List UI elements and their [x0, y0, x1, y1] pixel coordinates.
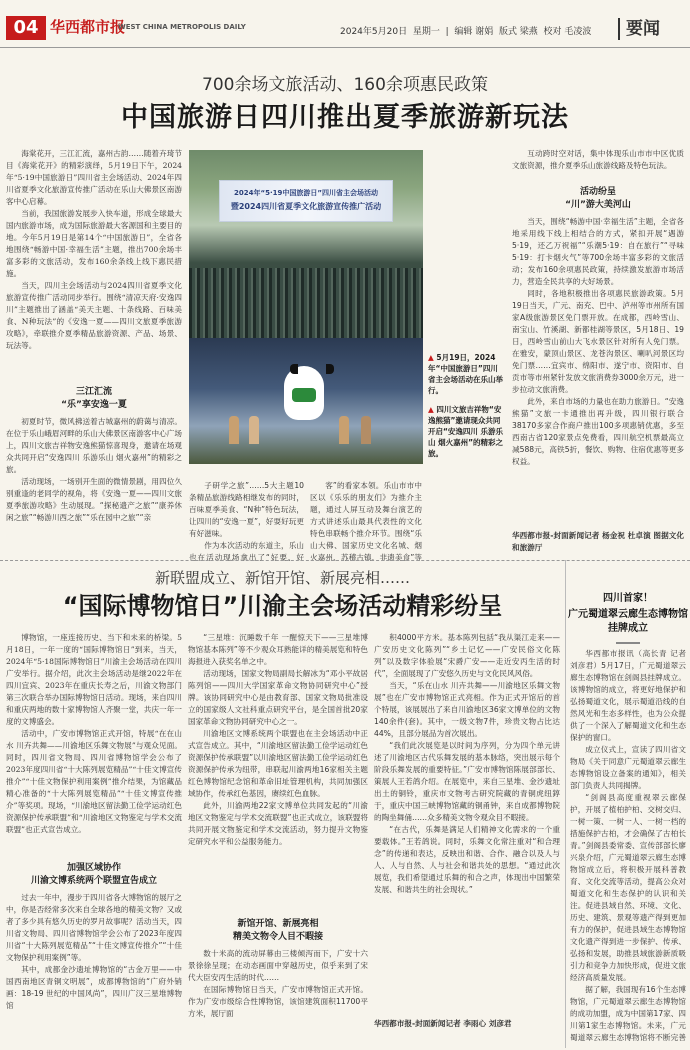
editor-credit: 编辑 谢娟: [454, 27, 494, 37]
column-rule: [565, 560, 566, 1048]
subhead-line2: 川渝文博系统两个联盟宣告成立: [30, 876, 157, 886]
paragraph: “在古代，乐舞是满足人们精神文化需求的一个重要载体。”王若鸽说。同时，乐舞文化常注重对“和合理念”的传递和表达，反映出和谐、合作、融合以及人与人、人与自然、人与社会和谐共处的思想。“通过此次展览，我们希望通过乐舞的和合之声，体现出中国繁荣发展、和谐共生的社会现状。”: [374, 825, 560, 894]
subhead-line1: 新馆开馆、新展亮相: [237, 919, 319, 929]
paragraph: 川渝地区文博系统两个联盟也在主会场活动中正式宣告成立。其中，“川渝地区留法勤工俭学运动红色资源保护传承联盟”以川渝地区留法勤工俭学运动红色资源保护传承为纽带，串联起川渝两地16家相关主题红色博物馆纪念馆和革命旧址管理机构，共同加强区域协作，传承红色基因，赓续红色血脉。: [188, 729, 368, 798]
performer: [249, 416, 259, 444]
paragraph: 海棠花开，三江汇流，嘉州古韵……随着卉琦节目《海棠花开》的精彩演绎，5月19日下午，2024年“5·19中国旅游日”四川省主会场活动、2024年四川省夏季文化旅游宣传推广活动在乐山大佛景区南游客中心启幕。: [6, 149, 182, 206]
ceremony-photo: [189, 150, 423, 338]
paragraph: 当天，“乐在山水 川卉共舞——川渝地区乐舞文物展”也在广安市博物馆正式亮相。作为正式开馆后的首个特展，该展展出了来自川渝地区36家文博单位的文物140余件(套)。其中，一级文物7件，珍贵文物占比达44%，且部分展品为首次展出。: [374, 681, 560, 738]
performer: [361, 416, 371, 444]
subhead-xinguan: [188, 918, 368, 944]
performer: [229, 416, 239, 444]
paragraph: 客”的看家本领。乐山市市中区以《乐乐的朋友们》为推介主题，通过人屏互动及舞台演艺的方式讲述乐山最具代表性的文化特色串联畅个推介环节。围绕“乐山大佛、国家历史文化名城、烟火嘉州、苏稽古镇、非遗美食”等: [310, 481, 422, 562]
paragraph: 华西都市报讯（高长青 记者 刘彦君）5月17日，广元蜀道翠云廊生态博物馆在剑阁县挂牌成立。该博物馆的成立，将更好地保护和弘扬蜀道文化，展示蜀道沿线的自然风光和生态多样性，也为公众提供了一个深入了解蜀道文化和生态保护的窗口。: [570, 649, 686, 742]
paragraph: 在国际博物馆日当天，广安市博物馆正式开馆。作为广安市级综合性博物馆，该馆建筑面积11700平方米，展厅面: [188, 985, 368, 1018]
subhead-line1: 活动纷呈: [579, 187, 616, 197]
performer: [339, 416, 349, 444]
subhead-jiaqiang: [6, 862, 182, 888]
story1-col4b: [512, 216, 684, 530]
paragraph: 初夏时节，微风拂送着古城嘉州的蔚蔼与清凉。在位于乐山峨眉河畔的乐山大佛景区南游客中心广场上，四川文旅吉祥物安逸熊猫惊喜现身，邀请在场观众共同开启“安逸四川 乐游乐山 烟火嘉州”的精彩之旅。: [6, 417, 182, 474]
paragraph: “三星堆：沉睡数千年 一醒惊天下——三星堆博物馆基本陈列”等不少观众耳熟能详的精美展览和特色海报进入获奖名单之中。: [188, 633, 368, 666]
panda-mascot-photo: [189, 338, 423, 464]
panda-mascot-icon: [284, 366, 324, 420]
story1-title: 中国旅游日四川推出夏季旅游新玩法: [121, 102, 569, 133]
story1-col2b: [189, 480, 304, 562]
story3-col: [570, 648, 686, 1044]
paragraph: 博物馆，一座连接历史、当下和未来的桥梁。5月18日，一年一度的“国际博物馆日”到来，当天，2024年“5·18国际博物馆日”川渝主会场活动在四川广安举行。据介绍，此次主会场活动是继2022年在四川宜宾、2023年在重庆长寿之后，川渝文物部门第三次联合举办国际博物馆日活动。现场，来自四川和重庆两地的数十家博物馆人齐聚一堂，共庆一年一度的文博盛会。: [6, 633, 182, 726]
paper-logo: 华西都市报: [50, 18, 126, 36]
paragraph: 过去一年中，漫步于四川省各大博物馆的展厅之中，你是否经常多次来自全球各地的精美文物？又或者了多少具有悠久历史的罗月故事呢？活动当天，四川省文物局、四川省博物馆学会公布了2023年度四川省“十大陈列展览精品”“十佳文博宣传推介”“十佳文物保护利用案例”等。: [6, 893, 182, 962]
paragraph: 其中，成都金沙遗址博物馆的“古金万里——中国西南地区青铜文明展”，成都博物馆的“广府外销画：18-19 世纪的中国风尚”，四川广汉三星堆博物馆: [6, 965, 182, 1010]
paragraph: 积4000平方米。基本陈列包括“我从渠江走来——广安历史文化陈列”“乡土记忆——广安民俗文化陈列”以及数字体验展“宋爵广安——走近安丙生活的时代”，全面展现了广安悠久历史与文化民风风俗。: [374, 633, 560, 678]
issue-date: 2024年5月20日: [340, 27, 408, 37]
paragraph: 成立仪式上，宣读了四川省文物局《关于同意广元蜀道翠云廊生态博物馆设立备案的通知》，相关部门负责人共同揭牌。: [570, 745, 686, 790]
stage-text-2: 暨2024四川省夏季文化旅游宣传推广活动: [230, 202, 382, 211]
paragraph: 据了解，我国现有16个生态博物馆，广元蜀道翠云廊生态博物馆的成功加盟，成为中国第17家、四川第1家生态博物馆。未来，广元蜀道翠云廊生态博物馆将不断完善: [570, 985, 686, 1042]
story1-col1: [6, 148, 182, 384]
story2-col2: [188, 632, 368, 916]
subhead-line1: 加强区域协作: [66, 863, 121, 873]
header-meta: 2024年5月20日 星期一 | 编辑 谢娟 版式 梁燕 校对 毛凌波: [340, 27, 592, 37]
subhead-huodong: [512, 186, 684, 212]
stage-text-1: 2024年“5·19中国旅游日”四川省主会场活动: [234, 189, 378, 197]
story2-title: “国际博物馆日”川渝主会场活动精彩纷呈: [62, 592, 503, 620]
story2-byline: 华西都市报-封面新闻记者 李雨心 刘彦君: [374, 1019, 512, 1028]
story2-col2b: [188, 948, 368, 1044]
story1-col1b: [6, 416, 182, 558]
paragraph: 此外，川渝两地22家文博单位共同发起的“川渝地区文物鉴定与学术交流联盟”也正式成立，该联盟将共同开展文物鉴定和学术交流活动，努力提升文物鉴定研究水平和公益服务能力。: [188, 801, 368, 846]
paragraph: 子研学之旅”……5大主题10条精品旅游线路相继发布的同时，百味夏季美食、“N种”特色玩法，让四川的“安逸一夏”，好耍好玩更有好滋味。: [189, 481, 304, 538]
subhead-line2: 精美文物令人目不暇接: [232, 932, 323, 942]
paragraph: 活动中，广安市博物馆正式开馆，特展“在在山水 川卉共舞——川渝地区乐舞文物展”与观众见面。同时，四川省文物局、四川省博物馆学会公布了2023年度四川省“十大陈列展览精品”“十佳文博宣传推介”“十佳文物保护利用案例”推介结果，为馆藏品精心准备的“十大陈列展览精品”“十佳文博宣传推介”等奖项。现场，“川渝地区留法勤工俭学运动红色资源保护传承联盟”和“川渝地区文物鉴定与学术交流联盟”也正式宣告成立。: [6, 729, 182, 834]
page-number: 04: [6, 16, 46, 40]
paragraph: 同时，各地积极推出各项惠民旅游政策。5月19日当天，广元、南充、巴中、泸州等市州所有国家A级旅游景区免门票开放。在成都，西岭雪山、南宝山、竹溪湖、新都桂湖等景区，5月18日、19日，西岭雪山前山大飞水景区针对所有人免门票。在雅安，蒙顶山景区、龙苍沟景区、喇叭河景区均免门票……宜宾市、绵阳市、遂宁市、资阳市、自贡市等市州紧针发放文旅消费券3000余万元，进一步拉动文旅消费。: [512, 289, 684, 394]
story2-subtitle: 新联盟成立、新馆开馆、新展亮相……: [154, 569, 410, 587]
subhead-line2: “川”游大美河山: [565, 200, 631, 210]
caption-text: 5月19日，2024年“中国旅游日”四川省主会场活动在乐山举行。: [428, 353, 503, 395]
story2-col3: [374, 632, 560, 1016]
section-label: 要闻: [618, 18, 660, 40]
issue-weekday: 星期一: [412, 27, 440, 37]
story2-col1b: [6, 892, 182, 1044]
paper-logo-en: WEST CHINA METROPOLIS DAILY: [118, 23, 246, 31]
story3-title: 广元蜀道翠云廊生态博物馆挂牌成立: [568, 609, 688, 634]
paragraph: 活动现场，国家文物局副局长解冰为“邓小平故居陈列馆——四川大学国家革命文物协同研究中心”授牌。该协同研究中心是由教育部、国家文物局批准设立的国家级人文社科重点研究平台，是全国首批20家国家革命文物协同研究中心之一。: [188, 669, 368, 726]
story1-subtitle: 700余场文旅活动、160余项惠民政策: [202, 75, 488, 95]
paragraph: “我们此次展览是以时间为序列，分为四个单元讲述了川渝地区古代乐舞发展的基本脉络，突出展示每个阶段乐舞发展的重要特征。”广安市博物馆陈展部部长、策展人王若鸽介绍。在展览中，来自三星堆、金沙遗址出土的铜铃，重庆市文物考古研究院藏的青铜虎纽錞于，重庆中国三峡博物馆藏的铜甬钟，来自成都博物院的陶坐舞俑……众多精美文物令观众目不暇接。: [374, 741, 560, 822]
paragraph: 作为本次活动的东道主，乐山也在活动现场拿出了“好要、好: [189, 541, 304, 562]
paragraph: “剑阁县高度重视翠云廊保护，开展了植柏护柏、交树交归、一树一策、一树一人、一树一档的措施保护古柏，才会确保了古柏长青。”剑阁县委常委、宣传部部长廖兴泉介绍，广元蜀道翠云廊生态博物馆成立后，将积极开展科普教育、文化交流等活动，提高公众对蜀道文化和生态保护的认识和关注。促进县域自然、环境、文化、历史、建筑、景观等遗产得到更加有力的保护，促进县域生态博物馆文化遗产得到进一步保护、传承、弘扬和发展，助推县域旅游新质吸引力和竞争力加快形成，促进文旅经济高质量发展。: [570, 793, 686, 982]
paragraph: 互动跨时空对话，集中体现乐山市市中区优质文旅资源，推介夏季乐山旅游线路及特色玩法。: [512, 149, 684, 170]
page-header: [0, 0, 690, 48]
paragraph: 数十米高的流动屏幕由三楼倾泻而下，广安十六景徐徐呈现；在动态画面中穿越历史，似乎来到了宋代大臣安丙生活的时代……: [188, 949, 368, 982]
subhead-line1: 三江汇流: [75, 387, 112, 397]
story1-col3b: [310, 480, 422, 562]
section-divider: [0, 560, 690, 561]
paragraph: 当天，围绕“畅游中国·幸福生活”主题，全省各地采用线下线上相结合的方式，紧扣开展“遇游5·19，还乙万祝福”“乐潮5·19：自在旅行”“寻味5·19：打卡烟火气”等700余场丰富多彩的文旅活动；发布160余项惠民政策，持续激发旅游市场活力，营造全民共享的大好场景。: [512, 217, 684, 286]
photo-caption-2: ▲ 四川文旅吉祥物“安逸熊猫”邀请现众共同开启“安逸四川 乐游乐山 烟火嘉州”的精彩之旅。: [428, 405, 504, 458]
subhead-sanjiang: [6, 386, 182, 412]
paragraph: 当前，我国旅游发展步入快车道，形成全球最大国内旅游市场，成为国际旅游最大客源国和主要目的地。今年5月19日是第14个“中国旅游日”，全省各地围绕“畅游中国·幸福生活”主题，推出700余场丰富多彩的文旅活动，发布160余条线上线下惠民措施。: [6, 209, 182, 278]
audience-crowd: [189, 268, 423, 338]
story3-kicker: 四川首家！: [603, 593, 653, 604]
paragraph: 此外，来自市场的力量也在助力旅游日。“安逸熊猫”文旅一卡通推出再升级，四川银行联合38170多家合作商户推出100多项惠销优惠，多至西南古省120家景点免费看，四川航空机票最高立减588元，高铁5折，餐饮、购物、住宿优惠等更多权益。: [512, 397, 684, 466]
caption-text: 四川文旅吉祥物“安逸熊猫”邀请现众共同开启“安逸四川 乐游乐山 烟火嘉州”的精彩之旅。: [428, 405, 504, 458]
proof-credit: 校对 毛凌波: [543, 27, 592, 37]
divider: [616, 642, 640, 644]
photo-caption-1: ▲ 5月19日，2024年“中国旅游日”四川省主会场活动在乐山举行。: [428, 353, 503, 395]
paragraph: 当天，四川主会场活动与2024四川省夏季文化旅游宣传推广活动同步举行。围绕“清凉天府·安逸四川”主题推出了涵盖“美天主题、十条线路、百味美食、N种玩法”的《安逸一夏——四川文旅夏季旅游攻略》，牵联推介夏季精品旅游资源、产品、场景、玩法等。: [6, 281, 182, 350]
story3-title-bar: [568, 640, 688, 646]
story2-col1: [6, 632, 182, 858]
story1-byline: 华西都市报-封面新闻记者 杨金祝 杜卓演 图据文化和旅游厅: [512, 531, 684, 552]
paragraph: 活动现场，一场别开生面的微情景剧，用四位久别重逢的老同学的视角，将《安逸一夏——四川文旅夏季旅游攻略》生动展现。“探秘遗产之旅”“康养休闲之旅”“畅游川西之旅”“乐在园中之旅”“亲: [6, 477, 182, 522]
design-credit: 版式 梁燕: [498, 27, 538, 37]
story1-col4: [512, 148, 684, 184]
subhead-line2: “乐”享安逸一夏: [61, 400, 127, 410]
stage-backdrop: [219, 180, 393, 222]
